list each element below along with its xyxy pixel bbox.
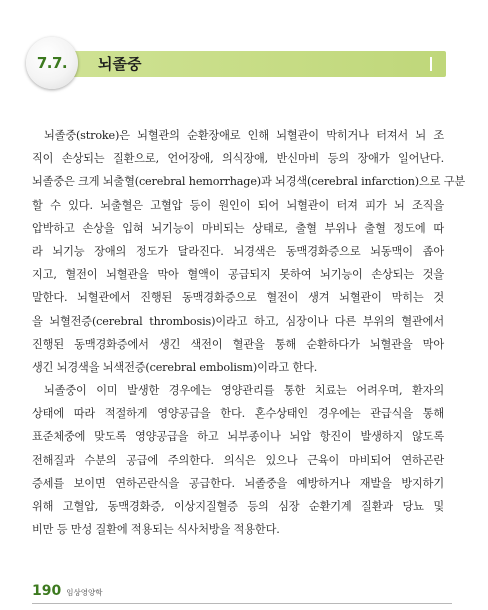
paragraph-1 (32, 124, 466, 379)
text-line: 비만 등 만성 질환에 적용되는 식사처방을 적용한다. (32, 523, 280, 537)
text-line: 뇌졸중이 이미 발생한 경우에는 영양관리를 통한 치료는 어려우며, 환자의 (44, 384, 444, 398)
text-line: 증세를 보이면 연하곤란식을 공급한다. 뇌졸중을 예방하거나 재발을 방지하기 (32, 476, 444, 490)
text-line: 표준체중에 맞도록 영양공급을 하고 뇌부종이나 뇌압 항진이 발생하지 않도록 (32, 430, 444, 444)
title-bar-marker (430, 57, 432, 71)
text-line: 뇌졸중(stroke)은 뇌혈관의 순환장애로 인해 뇌혈관이 막히거나 터져서 뇌 조 (44, 129, 444, 142)
page-number: 190 (32, 583, 62, 599)
section-title: 뇌졸중 (98, 55, 142, 73)
text-line: 전해질과 수분의 공급에 주의한다. 의식은 있으나 근육이 마비되어 연하곤란 (32, 453, 444, 467)
book-title: 임상영양학 (66, 588, 103, 597)
text-line: 뇌졸중은 크게 뇌출혈(cerebral hemorrhage)과 뇌경색(cerebral infarction)으로 구분 (32, 175, 466, 189)
body-text (32, 124, 466, 541)
text-line: 생긴 뇌경색을 뇌색전증(cerebral embolism)이라고 한다. (32, 360, 318, 374)
page-footer (32, 583, 102, 599)
section-number-badge (26, 37, 78, 89)
text-line: 위해 고혈압, 동맥경화증, 이상지질혈증 등의 심장 순환기계 질환과 당뇨 및 (32, 500, 444, 513)
text-line: 할 수 있다. 뇌출혈은 고혈압 등이 원인이 되어 뇌혈관이 터져 피가 뇌 조직을 (32, 198, 444, 212)
text-line: 말한다. 뇌혈관에서 진행된 동맥경화증으로 혈전이 생겨 뇌혈관이 막히는 것 (32, 291, 444, 305)
text-line: 직이 손상되는 질환으로, 언어장애, 의식장애, 반신마비 등의 장애가 일어난다. (32, 152, 444, 166)
paragraph-2 (32, 379, 444, 541)
text-line: 지고, 혈전이 뇌혈관을 막아 혈액이 공급되지 못하여 뇌기능이 손상되는 것을 (32, 268, 444, 282)
text-line: 을 뇌혈전증(cerebral thrombosis)이라고 하고, 심장이나 다른 부위의 혈관에서 (32, 314, 444, 328)
text-line: 라 뇌기능 장애의 정도가 달라진다. 뇌경색은 동맥경화증으로 뇌동맥이 좁아 (32, 244, 444, 258)
text-line: 상태에 따라 적절하게 영양공급을 한다. 혼수상태인 경우에는 관급식을 통해 (32, 407, 444, 421)
text-line: 압박하고 손상을 입혀 뇌기능이 마비되는 상태로, 출혈 부위나 출혈 정도에 따 (32, 221, 444, 235)
footer-divider (32, 603, 452, 604)
section-header (26, 37, 450, 93)
text-line: 진행된 동맥경화증에서 생긴 색전이 혈관을 통해 순환하다가 뇌혈관을 막아 (32, 337, 444, 351)
section-number: 7.7. (36, 54, 68, 72)
